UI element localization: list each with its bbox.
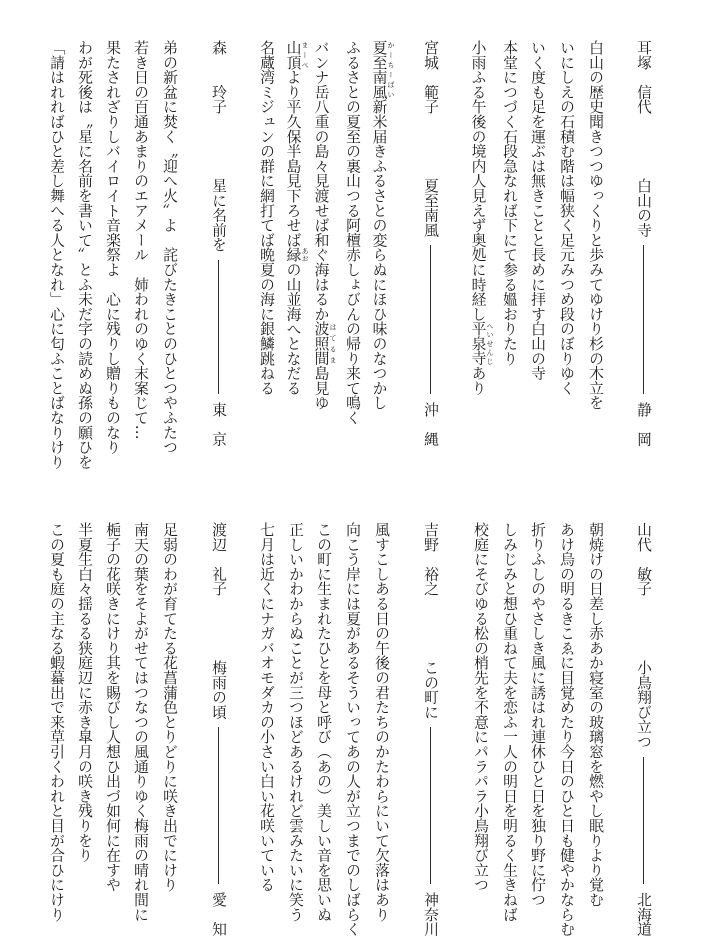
tanka-text: 南天の葉をそよがせてはつなつの風通りゆく梅雨の晴れ間に <box>132 522 149 922</box>
title-rule <box>430 245 431 393</box>
author-name: 渡辺 礼子 <box>210 522 227 596</box>
author-prefecture: 沖 縄 <box>422 401 439 446</box>
author-name-box <box>204 40 232 178</box>
tanka-line <box>552 522 580 936</box>
tanka-line <box>42 522 70 922</box>
tanka-line <box>552 40 580 395</box>
poem-set-title: 梅雨の頃 <box>210 660 227 720</box>
poem-set-title: 星に名前を <box>210 178 227 252</box>
tanka-text: 島見ゆ <box>312 365 330 411</box>
tanka-line <box>126 40 154 440</box>
author-heading <box>416 522 444 936</box>
tanka-text: 朝焼けの日差し赤あか寝室の玻璃窓を燃やし眠りより覚む <box>587 522 604 907</box>
author-name: 吉野 裕之 <box>422 522 439 596</box>
tanka-line <box>466 40 494 395</box>
tanka-line <box>338 40 366 425</box>
tanka-line <box>367 40 395 410</box>
tanka-line <box>252 40 280 395</box>
poem-set-title: 白山の寺 <box>635 178 652 238</box>
author-name: 山代 敏子 <box>635 522 652 596</box>
tanka-text: 折りふしのやさしき風に誘はれ連休ひと日を独り野に佇つ <box>529 522 546 907</box>
tanka-text: わが死後は〝星に名前を書いて〟とふ未だ字の読めぬ孫の願ひを <box>76 40 93 470</box>
tanka-text: 正しいかわからぬことが三つほどあるけれど雲みたいに笑う <box>287 522 304 922</box>
author-prefecture: 神奈川 <box>422 891 439 936</box>
author-name: 森 玲子 <box>210 40 227 114</box>
author-heading <box>204 522 232 936</box>
tanka-line <box>155 40 183 454</box>
tanka-text: の山並海へとなだる <box>284 262 302 396</box>
tanka-text: 果たされざりしバイロイト音楽祭よ 心に残りし贈りものなり <box>104 40 121 455</box>
tanka-line <box>309 40 337 410</box>
ruby-reading: まーぺ <box>301 40 309 70</box>
tanka-line <box>281 40 309 395</box>
author-name-box <box>416 522 444 660</box>
tanka-text: あり <box>469 365 487 396</box>
author-prefecture: 愛 知 <box>210 891 227 936</box>
tanka-text: この町に生まれたひとを母と呼び（あの）美しい音を思いぬ <box>315 522 332 922</box>
author-prefecture: 静 岡 <box>635 401 652 446</box>
tanka-text: 新米届きふるさとの変らぬにほひ味のなつかし <box>370 99 388 411</box>
ruby-word <box>284 40 309 70</box>
author-name-box <box>629 522 657 660</box>
tanka-line <box>98 40 126 454</box>
ruby-base: 平泉寺 <box>469 321 487 366</box>
author-heading <box>629 522 657 936</box>
tanka-text: 小雨ふる午後の境内人見えず奥処に時経し <box>469 40 487 322</box>
author-name-box <box>204 522 232 660</box>
tanka-line <box>70 522 98 862</box>
poem-set-title: 夏至南風 <box>422 178 439 238</box>
tanka-text: より平久保半島見下ろせば <box>284 69 302 248</box>
tanka-text: 本堂につづく石段急なれば下にて参る媼おりたり <box>501 40 518 366</box>
ruby-reading: かーちーばい <box>387 40 395 100</box>
tanka-line <box>126 522 154 922</box>
poem-set-title: この町に <box>422 660 439 720</box>
tanka-line <box>252 522 280 892</box>
ruby-word <box>312 321 337 366</box>
author-name: 宮城 範子 <box>422 40 439 114</box>
tanka-line <box>466 522 494 892</box>
ruby-reading: あお <box>301 247 309 263</box>
tanka-text: この夏も庭の主なる蝦蟇出で来草引くわれと目が合ひにけり <box>48 522 65 922</box>
tanka-text: しみじみと想ひ重ねて夫を恋ふ一人の明日を明るく生きねば <box>501 522 518 922</box>
author-heading <box>416 40 444 446</box>
tanka-line <box>581 40 609 410</box>
tanka-line <box>338 522 366 936</box>
author-heading <box>629 40 657 446</box>
tanka-text: 風すこしある日の午後の君たちのかたわらにいて欠落はあり <box>373 522 390 922</box>
ruby-base: 波照間 <box>312 321 330 366</box>
author-name-box <box>629 40 657 178</box>
ruby-reading: はてるま <box>329 321 337 366</box>
author-heading <box>204 40 232 446</box>
tanka-text: 校庭にそびゆる松の梢先を不意にパラパラ小鳥翔び立つ <box>472 522 489 892</box>
tanka-line <box>98 522 126 892</box>
tanka-line <box>155 522 183 892</box>
tanka-line <box>495 522 523 922</box>
tanka-text: バンナ岳八重の島々見渡せば和ぐ海はるか <box>312 40 330 322</box>
tanka-line <box>523 522 551 907</box>
tanka-text: 名蔵湾ミジュンの群に網打てば晩夏の海に銀鱗跳ねる <box>258 40 275 396</box>
tanka-text: 七月は近くにナガバオモダカの小さい白い花咲いている <box>258 522 275 892</box>
tanka-text: 向こう岸には夏があるそういってあの人が立つまでのしばらく <box>344 522 361 937</box>
tanka-text: 「請はれればひと差し舞へる人となれ」心に匂ふことばなりけり <box>48 40 65 470</box>
tanka-text: ふるさとの夏至の裏山つる阿檀赤しょびんの帰り来て鳴く <box>344 40 361 425</box>
tanka-text: 足弱のわが育てたる花菖蒲色とりどりに咲き出でにけり <box>161 522 178 892</box>
author-name-box <box>416 40 444 178</box>
tanka-line <box>581 522 609 907</box>
author-prefecture: 東 京 <box>210 401 227 446</box>
title-rule <box>218 260 219 394</box>
ruby-word <box>469 321 494 366</box>
ruby-base: 緑 <box>284 247 302 263</box>
title-rule <box>430 727 431 883</box>
title-rule <box>218 727 219 883</box>
title-rule <box>643 757 644 884</box>
tanka-line <box>42 40 70 469</box>
tanka-text: 弟の新盆に焚く〝迎へ火〟よ 詫びたきことのひとつやふたつ <box>161 40 178 455</box>
title-rule <box>643 245 644 393</box>
tanka-text: いく度も足を運ぶは無きことと長めに拝す白山の寺 <box>529 40 546 381</box>
author-prefecture: 北海道 <box>635 891 652 936</box>
tanka-text: 梔子の花咲きにけり其を賜びし人想ひ出づ如何に在すや <box>104 522 121 892</box>
tanka-line <box>523 40 551 380</box>
ruby-base: 山頂 <box>284 40 302 70</box>
tanka-text: 半夏生白々揺るる狭庭辺に赤き皐月の咲き残りをり <box>76 522 93 863</box>
tanka-line <box>495 40 523 366</box>
tanka-text: 白山の歴史聞きつつゆっくりと歩みてゆけり杉の木立を <box>587 40 604 410</box>
ruby-word <box>370 40 395 100</box>
tanka-line <box>281 522 309 922</box>
ruby-word <box>284 247 309 263</box>
ruby-reading: へいせんじ <box>486 321 494 366</box>
tanka-line <box>70 40 98 469</box>
author-name: 耳塚 信代 <box>635 40 652 114</box>
poem-set-title: 小鳥翔び立つ <box>635 660 652 749</box>
tanka-text: あけ烏の明るきこゑに目覚めたり今日のひと日も健やかならむ <box>558 522 575 937</box>
tanka-text: いにしえの石積む階は幅狭く足元みつめ段のぼりゆく <box>558 40 575 396</box>
tanka-text: 若き日の百通あまりのエアメール 姉われのゆく末案じて… <box>132 40 149 440</box>
tanka-line <box>367 522 395 922</box>
tanka-line <box>309 522 337 922</box>
ruby-base: 夏至南風 <box>370 40 388 100</box>
